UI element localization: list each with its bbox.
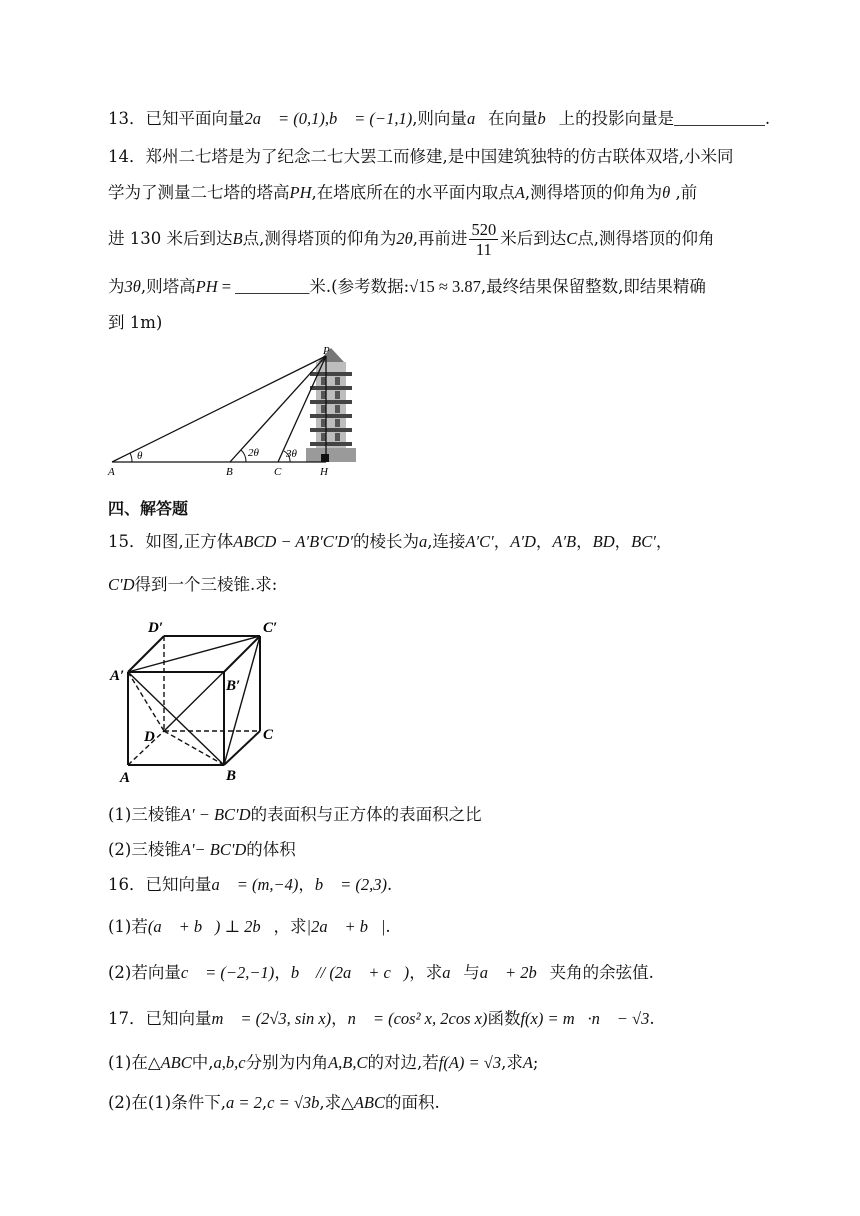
q15-text: 的表面积与正方体的表面积之比	[250, 805, 482, 824]
q14-var: θ	[662, 183, 671, 202]
q15-expr: C′D	[108, 575, 135, 594]
q15-sep: ，	[535, 532, 553, 551]
q14-line-1	[108, 146, 734, 168]
cube-figure	[108, 610, 294, 790]
fig-label-C: C	[274, 466, 282, 478]
q15-text: 的体积	[246, 840, 296, 859]
cube-label-A: A	[120, 770, 131, 786]
cube-label-Dp: D′	[148, 620, 164, 636]
q17-var: ABC	[160, 1053, 192, 1072]
q14-text: ,前	[670, 183, 698, 202]
q16-text: (2)若向量	[108, 963, 181, 982]
q15-expr: ABCD − A′B′C′D′	[233, 532, 353, 551]
q15-expr: BC′	[631, 532, 656, 551]
q16-end: .	[385, 917, 391, 936]
q14-text: 点,测得塔顶的仰角	[577, 229, 715, 248]
q14-line-4	[108, 276, 706, 298]
q13-vec-a: a⃗	[466, 109, 489, 128]
q15-part-1	[108, 804, 482, 826]
q16-expr: c⃗ = (−2,−1)	[180, 963, 275, 982]
q13-text: 上的投影向量是	[558, 109, 675, 128]
q17-text: ,求	[501, 1053, 523, 1072]
cube-label-Cp: C′	[263, 620, 278, 636]
cube-label-D: D	[144, 729, 155, 745]
q16-expr: b⃗ // (2a⃗ + c⃗)	[290, 963, 410, 982]
q15-sep: ，	[493, 532, 511, 551]
q15-expr: A′C′	[465, 532, 494, 551]
q16-text: 与	[463, 963, 480, 982]
q17-part-1	[108, 1052, 538, 1074]
q16-sep: ，	[298, 875, 315, 894]
q13-vec-b: b⃗	[537, 109, 559, 128]
tower-drawing	[306, 348, 356, 462]
q17-text: 17．已知向量	[108, 1009, 212, 1028]
q14-var: C	[566, 229, 578, 248]
q16-expr: b⃗ = (2,3)	[314, 875, 387, 894]
q17-line-1	[108, 1008, 655, 1030]
q17-text: ,求△	[319, 1093, 354, 1112]
q13-text: 在向量	[488, 109, 538, 128]
q14-line-2	[108, 182, 697, 204]
q14-text: 学为了测量二七塔的塔高	[108, 183, 290, 202]
q15-sep: ，	[655, 532, 673, 551]
q17-expr: m⃗ = (2√3, sin x)	[211, 1009, 332, 1028]
q17-text: 函数	[487, 1009, 521, 1028]
q15-expr: BD	[592, 532, 615, 551]
q15-line-2	[108, 574, 277, 596]
q14-var: PH	[195, 277, 218, 296]
q13-number: 13．	[108, 109, 146, 128]
q17-text: 中,	[191, 1053, 214, 1072]
q13-line: 13．已知平面向量2a⃗ = (0,1),b⃗ = (−1,1),则向量a⃗在向量b⃗上的投影向量是___________.	[108, 109, 771, 128]
q16-expr: |2a⃗ + b⃗|	[306, 917, 386, 936]
q15-line-1	[108, 531, 672, 553]
q16-text: (1)若	[108, 917, 148, 936]
q14-var: A	[514, 183, 525, 202]
q15-part-2	[108, 839, 296, 861]
q17-var: A	[522, 1053, 533, 1072]
q17-end: .	[649, 1009, 655, 1028]
q14-text: ,在塔底所在的水平面内取点	[311, 183, 515, 202]
fig-label-H: H	[320, 466, 328, 478]
q16-end: .	[386, 875, 393, 894]
fig-label-A: A	[108, 466, 115, 478]
q17-var: a,b,c	[213, 1053, 246, 1072]
q14-var: 2θ	[396, 229, 413, 248]
q15-text: 15．如图,正方体	[108, 532, 234, 551]
cube-label-C: C	[263, 727, 274, 743]
q17-part-2	[108, 1092, 440, 1114]
q16-line-1	[108, 874, 392, 896]
q15-text: (2)三棱锥	[108, 840, 181, 859]
q16-part-2	[108, 962, 654, 984]
q13-answer-blank: ___________	[674, 109, 765, 128]
q15-var: a	[418, 532, 428, 551]
q14-ref-data: √15 ≈ 3.87	[409, 277, 481, 296]
fig-angle-3theta: 3θ	[286, 448, 297, 460]
q14-var: B	[232, 229, 243, 248]
q17-sep: ，	[331, 1009, 348, 1028]
fig-angle-theta: θ	[137, 450, 143, 462]
q14-text: ,则塔高	[140, 277, 196, 296]
q16-text: 16．已知向量	[108, 875, 212, 894]
q17-expr: c = √3b	[267, 1093, 320, 1112]
q15-expr: A'− BC'D	[180, 840, 247, 859]
fraction-numerator: 520	[471, 220, 497, 239]
q14-fraction	[469, 220, 498, 259]
q17-text: 的对边,若	[367, 1053, 439, 1072]
section-heading: 四、解答题	[108, 499, 189, 518]
q17-var: A,B,C	[328, 1053, 368, 1072]
q15-text: (1)三棱锥	[108, 805, 181, 824]
q17-text: 分别为内角	[245, 1053, 329, 1072]
q14-text: 米后到达	[500, 229, 567, 248]
q16-expr: (a⃗ + b⃗) ⊥ 2b⃗	[147, 917, 274, 936]
cube-label-Ap: A′	[110, 668, 125, 684]
q14-text: 14．郑州二七塔是为了纪念二七大罢工而修建,是中国建筑独特的仿古联体双塔,小米同	[108, 147, 734, 166]
q13-end: .	[764, 109, 771, 128]
q16-text: ，求	[409, 963, 443, 982]
tower-figure	[104, 344, 360, 480]
q15-expr: A′ − BC′D	[180, 805, 251, 824]
fig-label-P: P	[323, 345, 330, 357]
q17-expr: f(A) = √3	[438, 1053, 502, 1072]
q16-text: ，求	[273, 917, 307, 936]
q14-text: 进 130 米后到达	[108, 229, 233, 248]
fraction-denominator: 11	[475, 240, 492, 259]
q17-sep: ,	[261, 1093, 268, 1112]
q14-text: ,测得塔顶的仰角为	[524, 183, 663, 202]
cube-label-Bp: B′	[226, 678, 241, 694]
q14-answer-blank: = _________	[217, 277, 310, 296]
q13-cond-a: 2a⃗ = (0,1)	[244, 109, 325, 128]
q14-text: 点,测得塔顶的仰角为	[242, 229, 397, 248]
q14-var: 3θ	[124, 277, 141, 296]
q14-text: 到 1m)	[108, 313, 163, 332]
q16-expr: a⃗ + 2b⃗	[479, 963, 550, 982]
q15-text: 的棱长为	[352, 532, 419, 551]
q15-expr: A′D	[510, 532, 536, 551]
q14-text: ,再前进	[412, 229, 468, 248]
q15-expr: A′B	[552, 532, 577, 551]
q13-cond-b: b⃗ = (−1,1)	[328, 109, 413, 128]
q16-expr: a⃗	[442, 963, 464, 982]
q17-expr: f(x) = m⃗·n⃗ − √3	[520, 1009, 650, 1028]
q17-text: (1)在△	[108, 1053, 161, 1072]
q16-sep: ，	[274, 963, 291, 982]
q16-part-1	[108, 916, 391, 938]
q17-expr: a = 2	[226, 1093, 262, 1112]
fig-label-B: B	[226, 466, 233, 478]
q16-text: 夹角的余弦值.	[549, 963, 654, 982]
q13-text: 已知平面向量	[145, 109, 245, 128]
q16-expr: a⃗ = (m,−4)	[211, 875, 299, 894]
q17-text: (2)在(1)条件下,	[108, 1093, 226, 1112]
q17-var: ABC	[353, 1093, 386, 1112]
q15-text: 得到一个三棱锥.求:	[134, 575, 278, 594]
q15-text: ,连接	[427, 532, 466, 551]
q14-text: 米.(参考数据:	[309, 277, 410, 296]
q17-expr: n⃗ = (cos² x, 2cos x)	[347, 1009, 488, 1028]
q14-var: PH	[289, 183, 312, 202]
q17-text: 的面积.	[385, 1093, 440, 1112]
q17-end: ;	[532, 1053, 539, 1072]
q14-text: 为	[108, 277, 125, 296]
q13-text: ,则向量	[412, 109, 467, 128]
q14-line-3	[108, 219, 714, 259]
q14-line-5	[108, 312, 162, 334]
q14-text: ,最终结果保留整数,即结果精确	[480, 277, 706, 296]
q15-sep: ，	[614, 532, 632, 551]
cube-label-B: B	[226, 768, 237, 784]
q15-sep: ，	[576, 532, 593, 551]
fig-angle-2theta: 2θ	[248, 447, 259, 459]
